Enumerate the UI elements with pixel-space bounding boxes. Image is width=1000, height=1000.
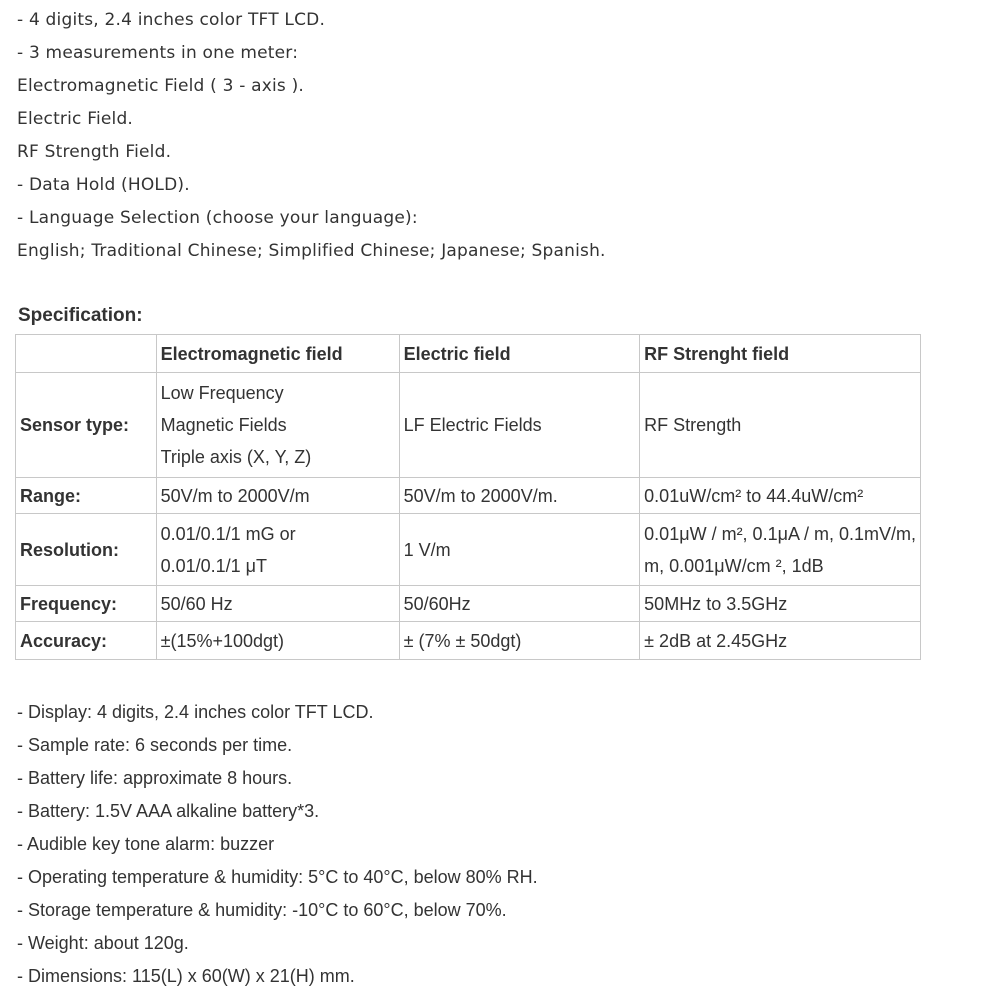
spec-cell: ±(15%+100dgt) (156, 622, 399, 660)
spec-cell: RF Strength (640, 373, 921, 478)
features-list (17, 4, 606, 268)
spec-cell: ± (7% ± 50dgt) (399, 622, 640, 660)
detail-line: - Sample rate: 6 seconds per time. (17, 735, 293, 755)
spec-cell: 50V/m to 2000V/m (156, 478, 399, 514)
spec-cell (640, 514, 921, 586)
spec-row-accuracy (16, 622, 921, 660)
feature-line: - 3 measurements in one meter: (17, 43, 299, 63)
spec-row-range (16, 478, 921, 514)
spec-header-electric: Electric field (399, 335, 640, 373)
detail-line: - Audible key tone alarm: buzzer (17, 834, 275, 854)
spec-cell: 50/60Hz (399, 586, 640, 622)
detail-line: - Operating temperature & humidity: 5°C to 40°C, below 80% RH. (17, 867, 538, 887)
spec-row-sensor (16, 373, 921, 478)
spec-header-corner (16, 335, 157, 373)
detail-line: - Display: 4 digits, 2.4 inches color TFT LCD. (17, 702, 374, 722)
cell-line: 0.01/0.1/1 μT (160, 555, 268, 576)
cell-line: Triple axis (X, Y, Z) (160, 447, 312, 467)
spec-cell (156, 514, 399, 586)
feature-line: - 4 digits, 2.4 inches color TFT LCD. (17, 10, 326, 30)
cell-line: m, 0.001μW/cm ², 1dB (644, 555, 824, 576)
row-label: Frequency: (16, 586, 157, 622)
spec-cell: 50/60 Hz (156, 586, 399, 622)
row-label: Resolution: (16, 514, 157, 586)
feature-line: - Language Selection (choose your language): (17, 208, 418, 228)
feature-line: - Data Hold (HOLD). (17, 175, 190, 195)
detail-line: - Storage temperature & humidity: -10°C to 60°C, below 70%. (17, 900, 507, 920)
spec-header-rf: RF Strenght field (640, 335, 921, 373)
spec-title: Specification: (18, 305, 143, 326)
detail-line: - Battery: 1.5V AAA alkaline battery*3. (17, 801, 320, 821)
feature-line: English; Traditional Chinese; Simplified Chinese; Japanese; Spanish. (17, 241, 606, 261)
feature-line: Electromagnetic Field ( 3 - axis ). (17, 76, 305, 96)
spec-table (15, 334, 921, 660)
spec-cell: 50MHz to 3.5GHz (640, 586, 921, 622)
spec-cell: 0.01uW/cm² to 44.4uW/cm² (640, 478, 921, 514)
cell-line: 0.01μW / m², 0.1μA / m, 0.1mV/m, (644, 523, 916, 544)
row-label: Sensor type: (16, 373, 157, 478)
detail-line: - Battery life: approximate 8 hours. (17, 768, 293, 788)
cell-line: Magnetic Fields (160, 415, 287, 435)
spec-row-frequency (16, 586, 921, 622)
row-label: Accuracy: (16, 622, 157, 660)
spec-cell (156, 373, 399, 478)
details-list (17, 696, 538, 993)
spec-cell: ± 2dB at 2.45GHz (640, 622, 921, 660)
row-label: Range: (16, 478, 157, 514)
spec-cell: 50V/m to 2000V/m. (399, 478, 640, 514)
detail-line: - Dimensions: 115(L) x 60(W) x 21(H) mm. (17, 966, 355, 986)
feature-line: Electric Field. (17, 109, 134, 129)
spec-header-row (16, 335, 921, 373)
spec-cell: LF Electric Fields (399, 373, 640, 478)
feature-line: RF Strength Field. (17, 142, 172, 162)
spec-cell: 1 V/m (399, 514, 640, 586)
cell-line: 0.01/0.1/1 mG or (160, 523, 296, 544)
spec-header-em: Electromagnetic field (156, 335, 399, 373)
spec-row-resolution (16, 514, 921, 586)
cell-line: Low Frequency (160, 383, 284, 403)
detail-line: - Weight: about 120g. (17, 933, 189, 953)
